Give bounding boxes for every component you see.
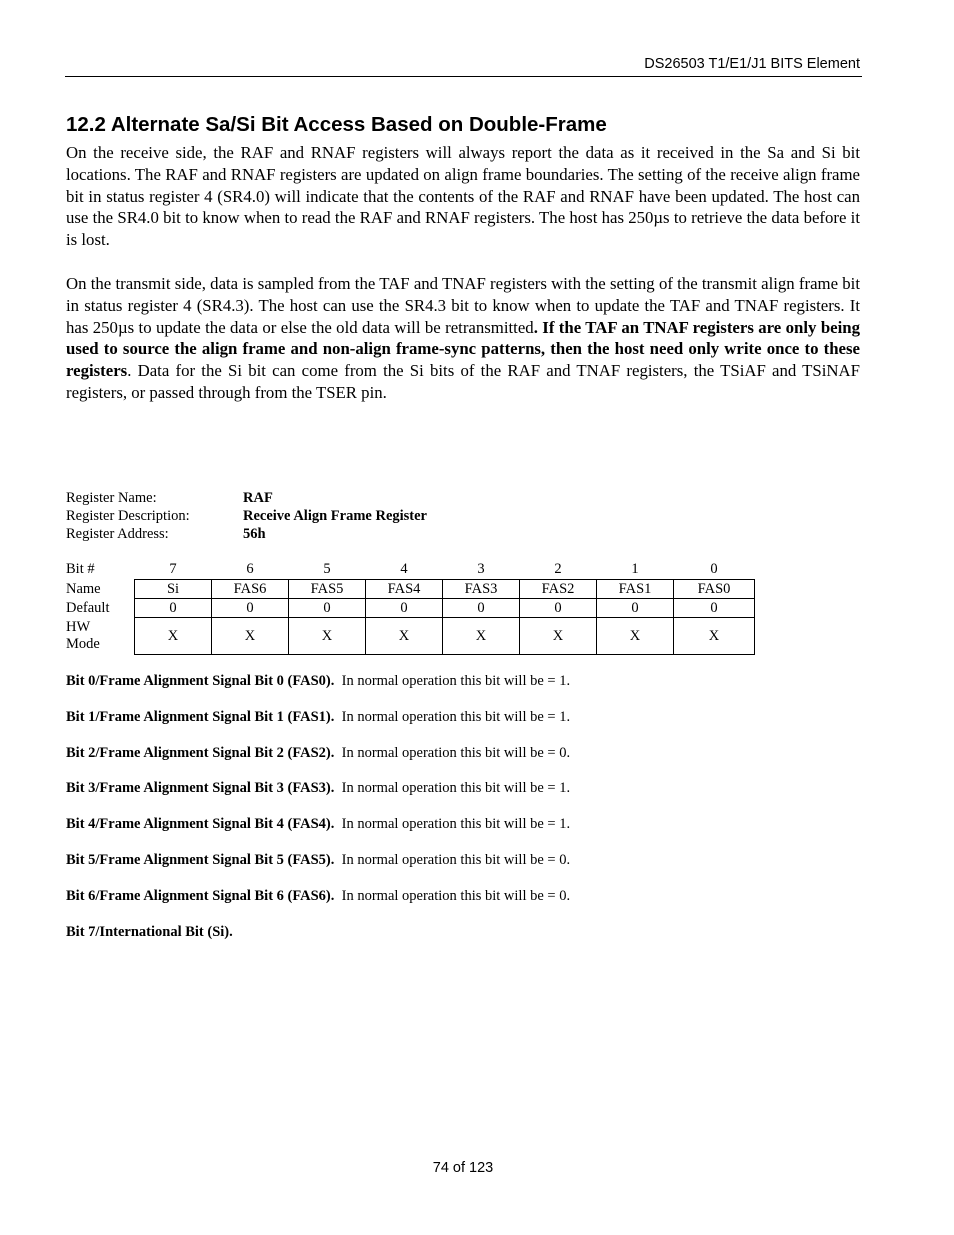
- register-address-value: 56h: [243, 526, 266, 542]
- register-address-label: Register Address:: [66, 526, 169, 542]
- bit-number-cell: 3: [477, 561, 485, 577]
- bit-default-cell: 0: [520, 599, 597, 618]
- hw-label-line1: HW: [66, 619, 91, 635]
- bit-number-cell: 6: [246, 561, 254, 577]
- paragraph-transmit-text-1: On the transmit side, data is sampled from the TAF and TNAF registers with the setting of the transmit align frame bit in status register 4 (SR4.3). The host can use the SR4.3 bit to know when to update the TAF and TNAF registers. It has 250µs to update the data or else the old data will be retransmitted: [66, 274, 860, 337]
- bit-description-title: Bit 0/Frame Alignment Signal Bit 0 (FAS0).: [66, 673, 335, 689]
- bit-hw-mode-row: [66, 618, 755, 655]
- bit-default-cell: 0: [597, 599, 674, 618]
- bit-hw-mode-cell: X: [135, 618, 212, 655]
- bit-description-text: In normal operation this bit will be = 1.: [341, 673, 571, 689]
- bit-name-cell: FAS1: [597, 580, 674, 599]
- bit-default-cell: 0: [135, 599, 212, 618]
- register-name-label: Register Name:: [66, 490, 157, 506]
- bit-hw-mode-label: [66, 618, 135, 655]
- bit-name-label: Name: [66, 580, 101, 597]
- bit-description-text: In normal operation this bit will be = 1.: [341, 780, 571, 796]
- bit-default-cell: 0: [212, 599, 289, 618]
- bit-description: [66, 745, 570, 762]
- bit-hw-mode-cell: X: [366, 618, 443, 655]
- register-name-value: RAF: [243, 490, 273, 506]
- bit-name-cell: FAS2: [520, 580, 597, 599]
- register-bit-table: [66, 560, 755, 655]
- bit-description: [66, 888, 570, 905]
- bit-number-cell: 5: [323, 561, 331, 577]
- bit-name-cell: FAS4: [366, 580, 443, 599]
- register-description-row: [66, 507, 427, 525]
- register-address-row: [66, 525, 427, 543]
- bit-description-text: In normal operation this bit will be = 0.: [341, 745, 571, 761]
- register-description-value: Receive Align Frame Register: [243, 508, 427, 524]
- bit-description-text: In normal operation this bit will be = 1.: [341, 709, 571, 725]
- bit-description: [66, 924, 233, 941]
- hw-label-line2: Mode: [66, 636, 100, 652]
- bit-number-row: [66, 560, 755, 580]
- bit-name-cell: FAS5: [289, 580, 366, 599]
- register-description-label: Register Description:: [66, 508, 190, 524]
- bit-name-cell: Si: [135, 580, 212, 599]
- bit-number-cell: 0: [710, 561, 718, 577]
- bit-description-title: Bit 3/Frame Alignment Signal Bit 3 (FAS3).: [66, 780, 335, 796]
- bit-description-title: Bit 1/Frame Alignment Signal Bit 1 (FAS1).: [66, 709, 335, 725]
- register-info: [66, 489, 427, 543]
- bit-description-text: In normal operation this bit will be = 0.: [341, 888, 571, 904]
- bit-default-cell: 0: [674, 599, 755, 618]
- bit-description-text: In normal operation this bit will be = 1.: [341, 816, 571, 832]
- bit-hw-mode-cell: X: [674, 618, 755, 655]
- bit-number-cell: 2: [554, 561, 562, 577]
- bit-description: [66, 673, 570, 690]
- bit-hw-mode-cell: X: [597, 618, 674, 655]
- bit-description: [66, 816, 570, 833]
- bit-default-cell: 0: [366, 599, 443, 618]
- section-heading: 12.2 Alternate Sa/Si Bit Access Based on Double-Frame: [66, 113, 607, 136]
- bit-number-label: Bit #: [66, 561, 95, 578]
- bit-name-cell: FAS0: [674, 580, 755, 599]
- bit-name-cell: FAS6: [212, 580, 289, 599]
- bit-name-cell: FAS3: [443, 580, 520, 599]
- bit-description: [66, 852, 570, 869]
- bit-default-label: Default: [66, 599, 110, 616]
- bit-hw-mode-cell: X: [443, 618, 520, 655]
- bit-number-cell: 4: [400, 561, 408, 577]
- bit-description: [66, 780, 570, 797]
- paragraph-transmit-side: [66, 273, 860, 404]
- bit-default-row: [66, 599, 755, 618]
- document-header-title: DS26503 T1/E1/J1 BITS Element: [644, 56, 860, 72]
- bit-hw-mode-cell: X: [520, 618, 597, 655]
- bit-description: [66, 709, 570, 726]
- bit-hw-mode-cell: X: [289, 618, 366, 655]
- header-divider: [65, 76, 862, 77]
- bit-description-text: In normal operation this bit will be = 0.: [341, 852, 571, 868]
- bit-number-cell: 1: [631, 561, 639, 577]
- bit-name-row: [66, 580, 755, 599]
- bit-hw-mode-cell: X: [212, 618, 289, 655]
- paragraph-receive-side: On the receive side, the RAF and RNAF registers will always report the data as it received in the Sa and Si bit locations. The RAF and RNAF registers are updated on align frame boundaries. The setting of the receive align frame bit in status register 4 (SR4.0) will indicate that the contents of the RAF and RNAF have been updated. The host can use the SR4.0 bit to know when to read the RAF and RNAF registers. The host has 250µs to retrieve the data before it is lost.: [66, 143, 860, 250]
- page-number: 74 of 123: [432, 1160, 494, 1176]
- bit-description-title: Bit 4/Frame Alignment Signal Bit 4 (FAS4).: [66, 816, 335, 832]
- bit-description-title: Bit 6/Frame Alignment Signal Bit 6 (FAS6).: [66, 888, 335, 904]
- paragraph-transmit-bold: . If the TAF an TNAF registers are only being used to source the align frame and non-align frame-sync patterns, then the host need only write once to these registers: [66, 317, 860, 381]
- bit-description-title: Bit 2/Frame Alignment Signal Bit 2 (FAS2).: [66, 745, 335, 761]
- register-name-row: [66, 489, 427, 507]
- bit-default-cell: 0: [289, 599, 366, 618]
- bit-default-cell: 0: [443, 599, 520, 618]
- bit-description-title: Bit 7/International Bit (Si).: [66, 924, 233, 940]
- paragraph-transmit-text-2: . Data for the Si bit can come from the Si bits of the RAF and TNAF registers, the TSiAF and TSiNAF registers, or passed through from the TSER pin.: [66, 361, 860, 402]
- bit-number-cell: 7: [169, 561, 177, 577]
- bit-description-title: Bit 5/Frame Alignment Signal Bit 5 (FAS5).: [66, 852, 335, 868]
